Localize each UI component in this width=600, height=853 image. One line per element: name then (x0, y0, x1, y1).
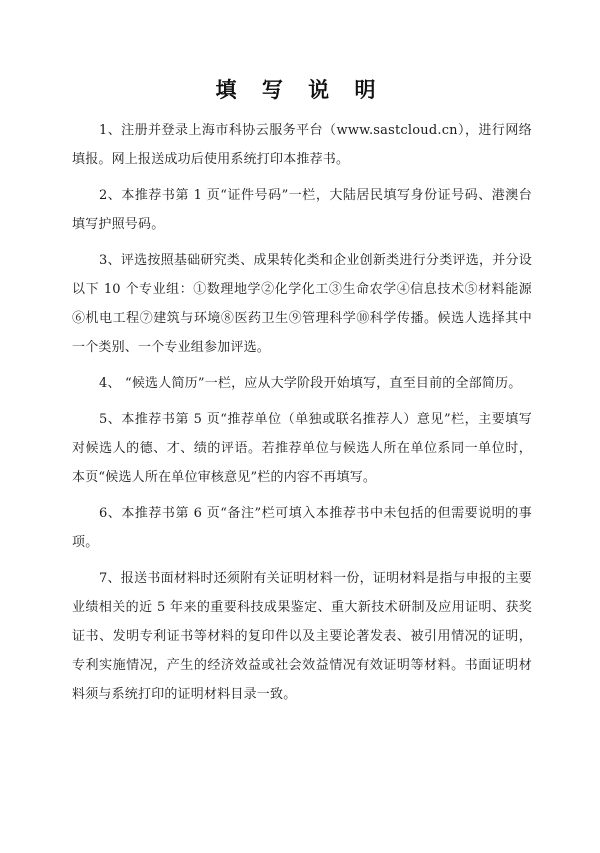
instruction-paragraph-2: 2、本推荐书第 1 页“证件号码”一栏，大陆居民填写身份证号码、港澳台填写护照号码。 (72, 188, 532, 232)
instruction-paragraph-5: 5、本推荐书第 5 页“推荐单位（单独或联名推荐人）意见”栏，主要填写对候选人的德、才、绩的评语。若推荐单位与候选人所在单位系同一单位时，本页“候选人所在单位审核意见”栏的内容不再填写。 (72, 412, 532, 485)
instructions-body (72, 116, 532, 716)
instruction-paragraph-3: 3、评选按照基础研究类、成果转化类和企业创新类进行分类评选，并分设以下 10 个专业组：①数理地学②化学化工③生命农学④信息技术⑤材料能源⑥机电工程⑦建筑与环境⑧医药卫生⑨管理科学⑩科学传播。候选人选择其中一个类别、一个专业组参加评选。 (72, 253, 532, 355)
instruction-paragraph-7: 7、报送书面材料时还须附有关证明材料一份，证明材料是指与申报的主要业绩相关的近 5 年来的重要科技成果鉴定、重大新技术研制及应用证明、获奖证书、发明专利证书等材料的复印件以及主要论著发表、被引用情况的证明，专利实施情况，产生的经济效益或社会效益情况有效证明等材料。书面证明材料须与系统打印的证明材料目录一致。 (72, 571, 532, 702)
document-title: 填 写 说 明 (215, 77, 385, 102)
instruction-paragraph-4: 4、 “候选人简历”一栏，应从大学阶段开始填写，直至目前的全部简历。 (99, 376, 522, 391)
instruction-paragraph-6: 6、本推荐书第 6 页“备注”栏可填入本推荐书中未包括的但需要说明的事项。 (72, 506, 532, 550)
instruction-paragraph-1: 1、注册并登录上海市科协云服务平台（www.sastcloud.cn），进行网络填报。网上报送成功后使用系统打印本推荐书。 (72, 123, 532, 167)
